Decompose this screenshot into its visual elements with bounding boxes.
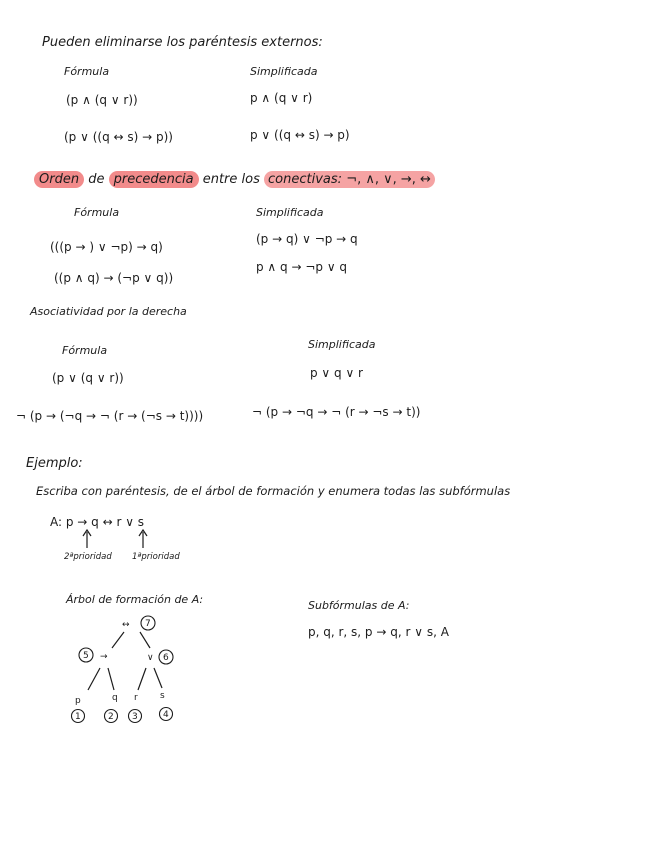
section1-intro: Pueden eliminarse los paréntesis externos: — [42, 35, 323, 50]
tree-root-num: 7 — [145, 619, 151, 629]
section2-col-simplified: Simplificada — [256, 206, 324, 219]
section3-col-formula: Fórmula — [62, 344, 108, 357]
edge-root-left — [112, 632, 124, 648]
section2-row2-simplified: p ∧ q → ¬p ∨ q — [256, 260, 348, 274]
priority-label-2: 1ªprioridad — [132, 552, 180, 562]
section3-row1-formula: (p ∨ (q ∨ r)) — [52, 371, 124, 385]
section1-col-formula: Fórmula — [64, 65, 110, 78]
tree-node-circles — [72, 616, 174, 723]
edge-left-q — [108, 668, 114, 690]
tree-title: Árbol de formación de A: — [66, 593, 204, 606]
leaf-p-symbol: p — [75, 696, 81, 706]
section2-row2-formula: ((p ∧ q) → (¬p ∨ q)) — [54, 271, 174, 285]
leaf-r-symbol: r — [134, 693, 138, 703]
section1-row2-formula: (p ∨ ((q ↔ s) → p)) — [64, 130, 173, 144]
section2-title-orden: Orden — [34, 171, 84, 188]
section2-col-formula: Fórmula — [74, 206, 120, 219]
leaf-s-symbol: s — [160, 691, 165, 701]
tree-root-symbol: ↔ — [122, 620, 130, 630]
section2-title-entre: entre — [202, 172, 238, 187]
leaf-q-symbol: q — [112, 693, 118, 703]
section3-title: Asociatividad por la derecha — [30, 305, 187, 318]
edge-right-s — [154, 668, 162, 688]
leaf-q-num: 2 — [108, 712, 114, 722]
subformulas-list: p, q, r, s, p → q, r ∨ s, A — [308, 625, 449, 639]
section3-row2-formula: ¬ (p → (¬q → ¬ (r → (¬s → t)))) — [16, 409, 204, 423]
section3-row1-simplified: p ∨ q ∨ r — [310, 366, 363, 380]
section3-col-simplified: Simplificada — [308, 338, 376, 351]
section2-row1-simplified: (p → q) ∨ ¬p → q — [256, 232, 358, 246]
section4-formula: A: p → q ↔ r ∨ s — [50, 515, 145, 529]
edge-left-p — [88, 668, 100, 690]
section2-title-conectivas-label: conectivas: — [268, 172, 343, 187]
priority-label-1: 2ªprioridad — [64, 552, 112, 562]
section2-title-symbols: ¬, ∧, ∨, →, ↔ — [346, 172, 431, 187]
leaf-s-num: 4 — [163, 710, 169, 720]
section2-title-de: de — [88, 172, 105, 187]
edge-root-right — [140, 632, 150, 648]
section1-col-simplified: Simplificada — [250, 65, 318, 78]
section4-prompt: Escriba con paréntesis, de el árbol de formación y enumera todas las subfórmulas — [36, 484, 511, 498]
subformulas-title: Subfórmulas de A: — [308, 599, 410, 612]
tree-right-symbol: ∨ — [147, 653, 154, 663]
section1-row2-simplified: p ∨ ((q ↔ s) → p) — [250, 128, 350, 142]
leaf-p-num: 1 — [75, 712, 81, 722]
section1-row1-simplified: p ∧ (q ∨ r) — [250, 91, 313, 105]
section2-row1-formula: (((p → ) ∨ ¬p) → q) — [50, 240, 163, 254]
leaf-r-num: 3 — [132, 712, 138, 722]
section4-title: Ejemplo: — [26, 456, 83, 471]
section3-row2-simplified: ¬ (p → ¬q → ¬ (r → ¬s → t)) — [252, 405, 421, 419]
tree-right-num: 6 — [163, 653, 169, 663]
section1-row1-formula: (p ∧ (q ∨ r)) — [66, 93, 138, 107]
tree-left-symbol: → — [100, 652, 108, 662]
tree-left-num: 5 — [83, 651, 89, 661]
edge-right-r — [138, 668, 146, 690]
section2-title-los: los — [241, 172, 260, 187]
priority-arrows — [83, 530, 147, 548]
section2-title-precedencia: precedencia — [109, 171, 199, 188]
